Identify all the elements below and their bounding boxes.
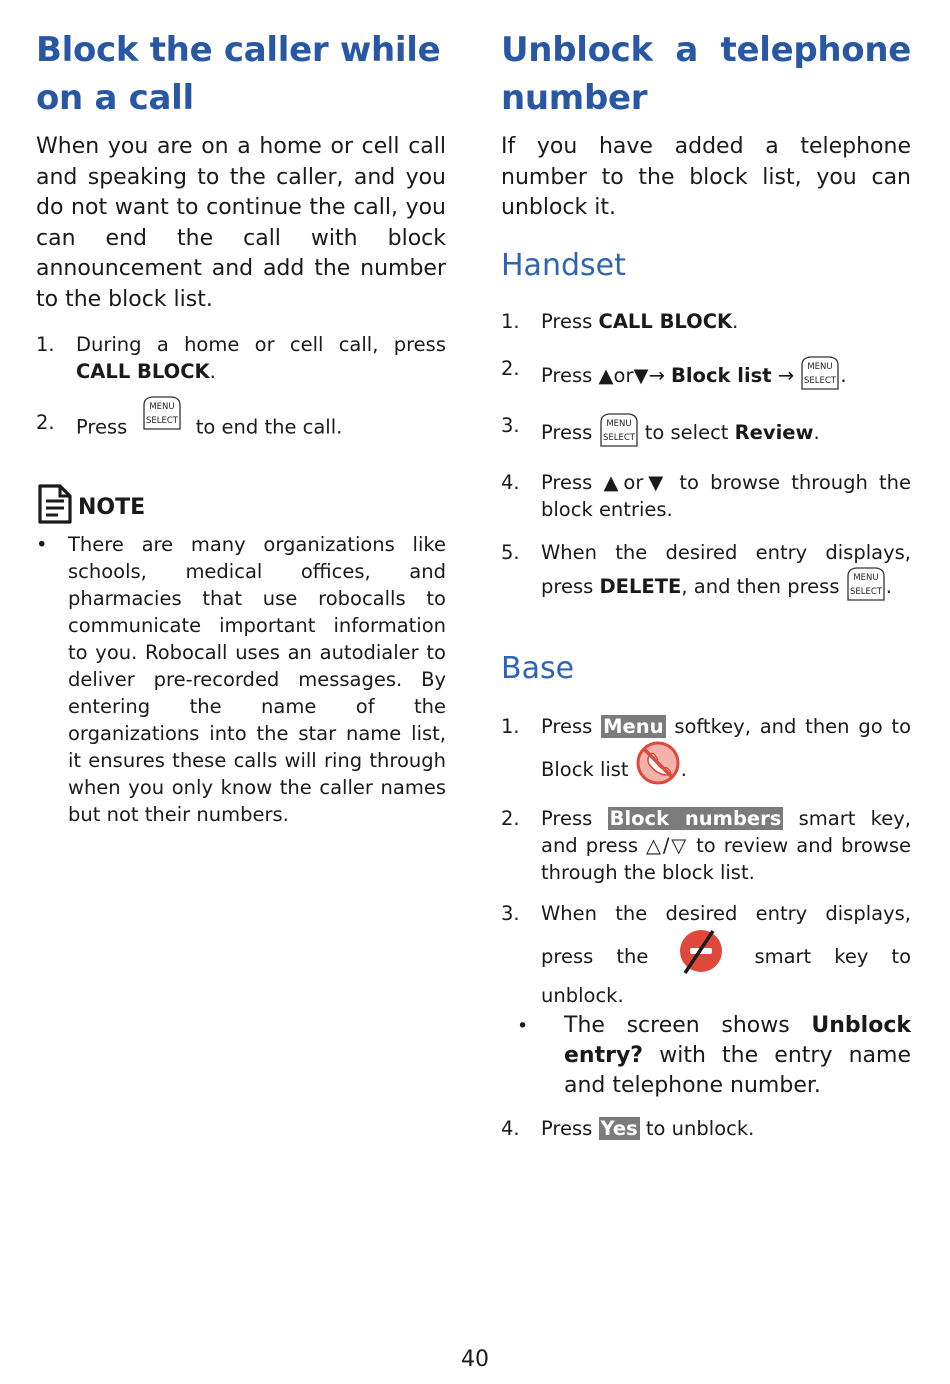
menu-softkey-label: Menu xyxy=(603,714,664,738)
menu-select-key-icon xyxy=(142,395,182,445)
block-caller-steps xyxy=(36,331,446,453)
section-title-block-caller: Block the caller while on a call xyxy=(36,30,441,118)
list-item: 2. Press Block numbers smart key, and press △/▽ to review and browse through the block list. xyxy=(501,806,911,884)
list-item: 3. Press MENU SELECT to select Review. xyxy=(501,412,911,455)
menu-select-key-icon xyxy=(800,355,840,398)
svg-text:MENU: MENU xyxy=(148,402,175,412)
list-item: 1. Press Menu softkey, and then go to Block list . xyxy=(501,713,911,793)
list-item: 4. Press Yes to unblock. xyxy=(501,1116,755,1140)
menu-select-key-icon xyxy=(846,566,886,609)
svg-text:SELECT: SELECT xyxy=(849,586,882,597)
right-column xyxy=(501,26,911,1142)
note-box xyxy=(36,483,446,828)
list-item: 2. Press ▲or▼→ Block list → MENU SELECT . xyxy=(501,355,911,398)
svg-text:MENU: MENU xyxy=(807,361,833,372)
list-item: 1. During a home or cell call, press CALL BLOCK. xyxy=(36,333,446,383)
menu-select-key-icon xyxy=(599,412,639,455)
unblock-intro: If you have added a telephone number to the block list, you can unblock it. xyxy=(501,134,911,220)
svg-text:MENU: MENU xyxy=(605,418,632,429)
unblock-icon xyxy=(677,927,725,982)
page-number: 40 xyxy=(461,1347,489,1372)
base-heading: Base xyxy=(501,650,575,686)
svg-text:SELECT: SELECT xyxy=(145,416,178,426)
svg-text:SELECT: SELECT xyxy=(602,432,635,443)
svg-text:MENU: MENU xyxy=(853,572,879,583)
list-item: 5. When the desired entry displays, press DELETE, and then press MENU SELECT . xyxy=(501,539,911,609)
svg-text:SELECT: SELECT xyxy=(804,375,837,386)
list-item: 1. Press CALL BLOCK. xyxy=(501,309,739,333)
block-list-icon xyxy=(635,740,681,793)
section-title-unblock: Unblock a telephone number xyxy=(501,30,911,118)
yes-softkey-label: Yes xyxy=(600,1116,638,1140)
list-item: 4. Press ▲or▼ to browse through the block entries. xyxy=(501,470,911,521)
handset-heading: Handset xyxy=(501,247,626,283)
note-heading: NOTE xyxy=(36,483,446,531)
block-numbers-smartkey-label: Block numbers xyxy=(609,806,782,830)
block-caller-intro: When you are on a home or cell call and speaking to the caller, and you do not want to continue the call, you can end the call with block announcement and add the number to the block list. xyxy=(36,134,446,312)
list-item: 3. When the desired entry displays, press the smart key to unblock. • The screen shows Unblock entry? with the entry name and telephone number. xyxy=(501,900,911,1101)
unblock-sub-bullet: • The screen shows Unblock entry? with the entry name and telephone number. xyxy=(517,1012,911,1098)
handset-steps xyxy=(501,308,911,609)
note-text: • There are many organizations like schools, medical offices, and pharmacies that use robocalls to communicate important information to you. Robocall uses an autodialer to deliver pre-recorded messages. By entering the name of the organizations into the star name list, it ensures these calls will ring through when you only know the caller names but not their numbers. xyxy=(36,533,446,826)
note-icon xyxy=(36,483,78,531)
list-item: 2. Press MENU SELECT to end the call. xyxy=(36,403,446,453)
left-column xyxy=(36,26,446,828)
base-steps xyxy=(501,713,911,1142)
